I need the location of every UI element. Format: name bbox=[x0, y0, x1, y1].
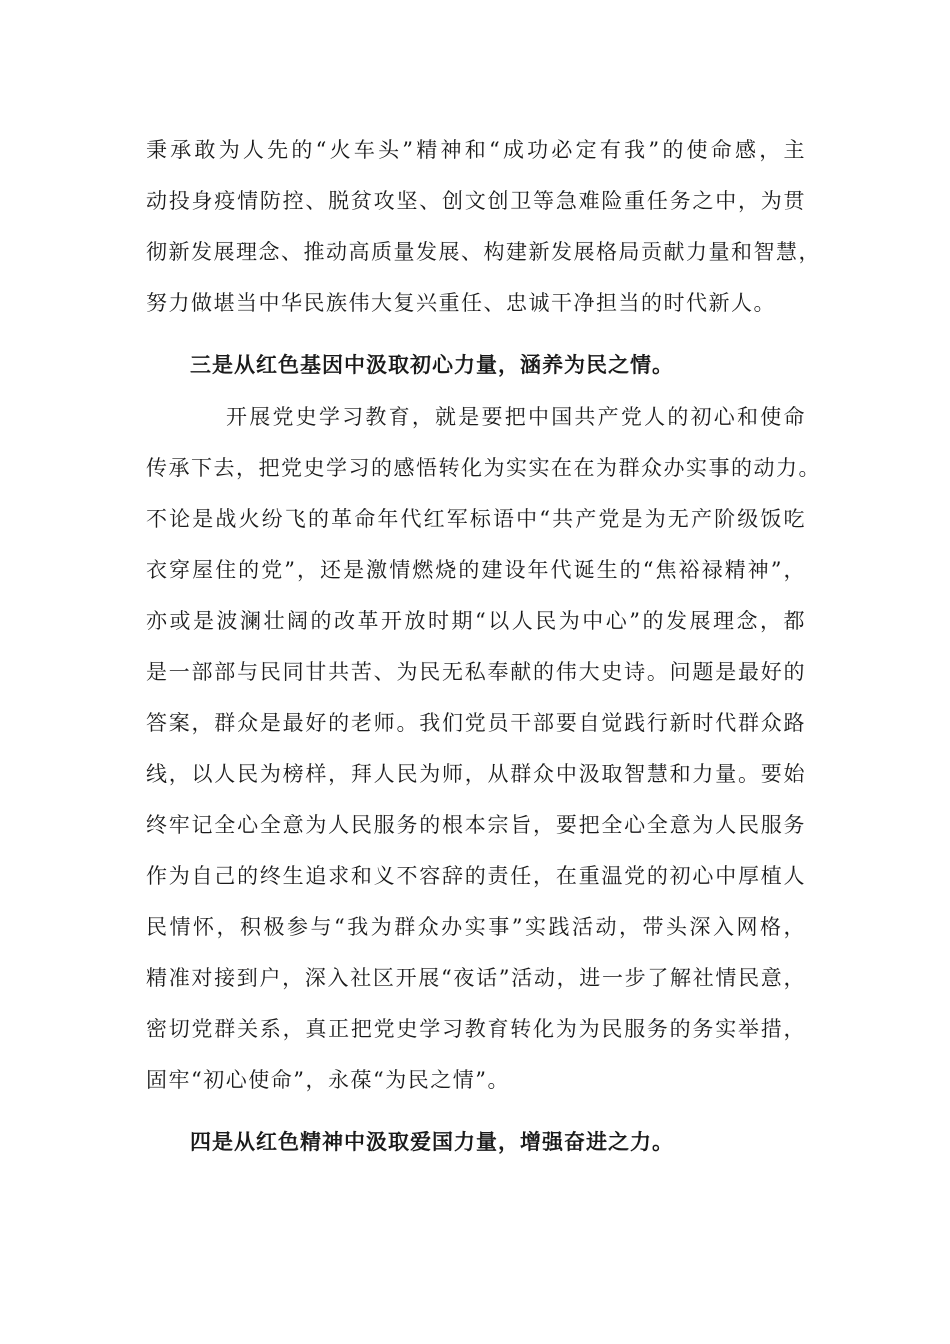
paragraph-1-line-1: 秉承敢为人先的“火车头”精神和“成功必定有我”的使命感，主 bbox=[146, 138, 806, 162]
section-heading-3: 三是从红色基因中汲取初心力量，涵养为民之情。 bbox=[190, 353, 674, 377]
paragraph-2-line-11: 民情怀，积极参与“我为群众办实事”实践活动，带头深入网格， bbox=[146, 915, 806, 939]
paragraph-2-line-5: 亦或是波澜壮阔的改革开放时期“以人民为中心”的发展理念，都 bbox=[146, 609, 806, 633]
paragraph-2-line-9: 终牢记全心全意为人民服务的根本宗旨，要把全心全意为人民服务 bbox=[146, 813, 806, 837]
paragraph-2-line-4: 衣穿屋住的党”，还是激情燃烧的建设年代诞生的“焦裕禄精神”， bbox=[146, 558, 806, 582]
paragraph-2-line-1: 开展党史学习教育，就是要把中国共产党人的初心和使命 bbox=[226, 405, 806, 429]
paragraph-2-line-7: 答案，群众是最好的老师。我们党员干部要自觉践行新时代群众路 bbox=[146, 711, 806, 735]
paragraph-2-line-12: 精准对接到户，深入社区开展“夜话”活动，进一步了解社情民意， bbox=[146, 966, 806, 990]
paragraph-2-line-8: 线，以人民为榜样，拜人民为师，从群众中汲取智慧和力量。要始 bbox=[146, 762, 806, 786]
paragraph-2-line-3: 不论是战火纷飞的革命年代红军标语中“共产党是为无产阶级饭吃 bbox=[146, 507, 806, 531]
paragraph-2-line-6: 是一部部与民同甘共苦、为民无私奉献的伟大史诗。问题是最好的 bbox=[146, 660, 806, 684]
paragraph-2-line-2: 传承下去，把党史学习的感悟转化为实实在在为群众办实事的动力。 bbox=[146, 456, 821, 480]
paragraph-1-line-2: 动投身疫情防控、脱贫攻坚、创文创卫等急难险重任务之中，为贯 bbox=[146, 189, 806, 213]
paragraph-2-line-10: 作为自己的终生追求和义不容辞的责任，在重温党的初心中厚植人 bbox=[146, 864, 806, 888]
paragraph-2-line-14: 固牢“初心使命”，永葆“为民之情”。 bbox=[146, 1068, 510, 1092]
paragraph-1-line-4: 努力做堪当中华民族伟大复兴重任、忠诚干净担当的时代新人。 bbox=[146, 291, 776, 315]
paragraph-2-line-13: 密切党群关系，真正把党史学习教育转化为为民服务的务实举措， bbox=[146, 1017, 806, 1041]
paragraph-1-line-3: 彻新发展理念、推动高质量发展、构建新发展格局贡献力量和智慧， bbox=[146, 240, 821, 264]
section-heading-4: 四是从红色精神中汲取爱国力量，增强奋进之力。 bbox=[190, 1130, 674, 1154]
